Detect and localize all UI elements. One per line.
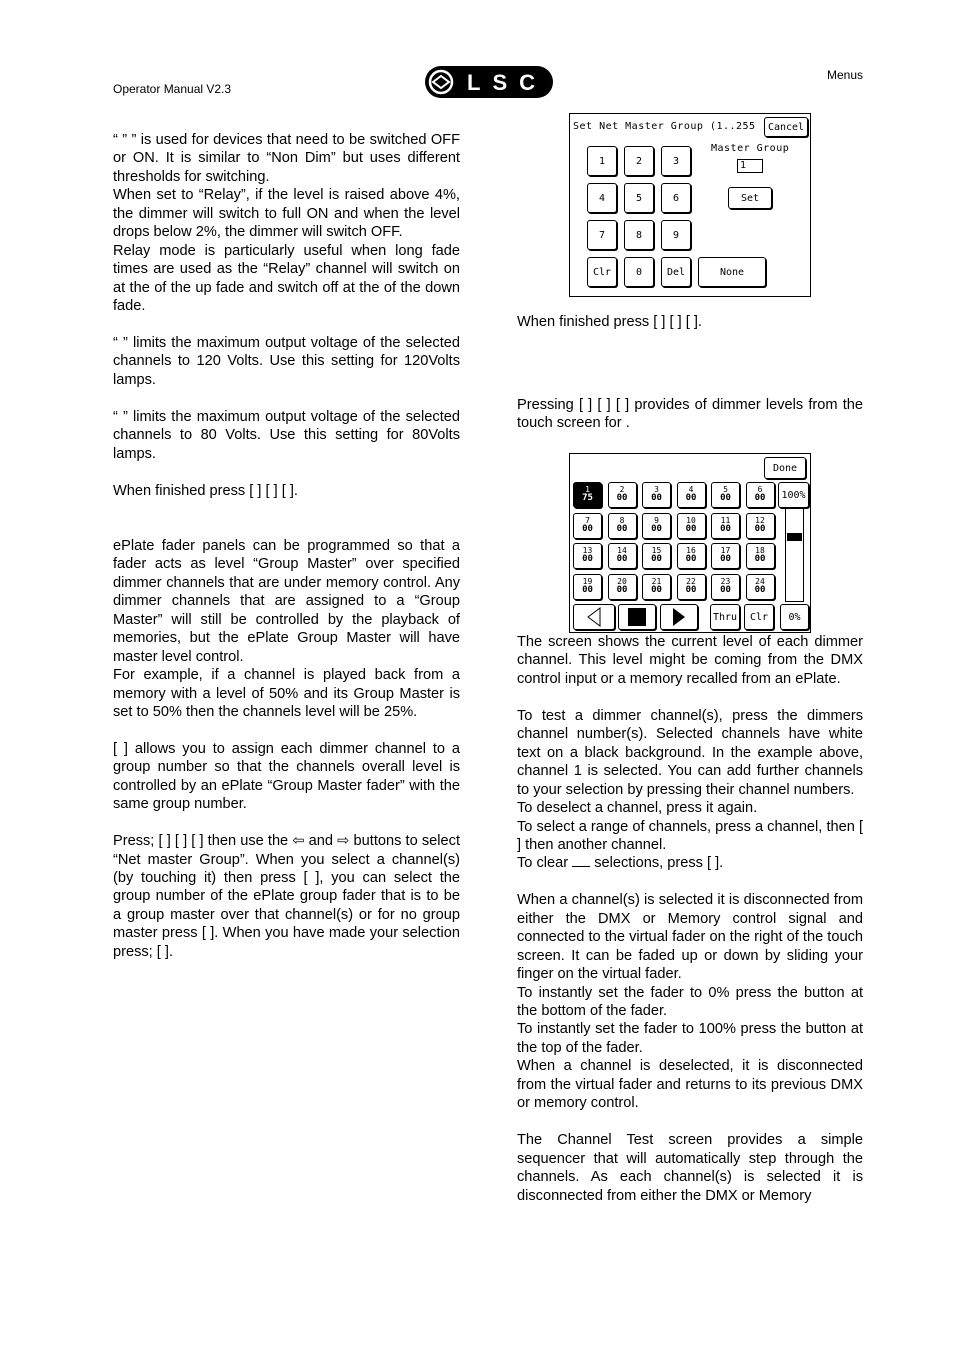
channel-test-intro: Pressing [ ] [ ] [ ] provides of dimmer levels from the touch screen for . bbox=[517, 397, 863, 432]
stop-button[interactable] bbox=[618, 604, 656, 630]
channel-button-7[interactable] bbox=[573, 513, 602, 539]
key-8[interactable]: 8 bbox=[624, 220, 654, 250]
channel-level: 00 bbox=[685, 584, 697, 595]
channel-button-20[interactable] bbox=[608, 574, 637, 600]
group-master-intro: ePlate fader panels can be programmed so that a fader acts as level “Group Master” over specified dimmer channels that are under memory control. Any dimmer channels that are assigned to a “Group Master” will still be controlled by the playback of memories, but the ePlate Group Master will have master level control. bbox=[113, 537, 460, 665]
channel-level: 00 bbox=[720, 493, 731, 503]
fader-zero-button[interactable]: 0% bbox=[780, 604, 809, 630]
channel-level: 00 bbox=[754, 554, 766, 564]
key-2[interactable]: 2 bbox=[624, 146, 654, 176]
virtual-fader-desc: When a channel(s) is selected it is disconnected from either the DMX or Memory control signal and connected to the virtual fader on the right of the touch screen. It can be faded up or down by sliding your finger on the virtual fader. bbox=[517, 892, 863, 983]
channel-button-13[interactable] bbox=[573, 543, 602, 569]
screen-title: Set Net Master Group (1..255 bbox=[573, 121, 756, 132]
delete-key[interactable]: Del bbox=[661, 257, 691, 287]
range-select-desc: To select a range of channels, press a channel, then [ ] then another channel. bbox=[517, 818, 863, 853]
channel-number: 12 bbox=[755, 515, 765, 525]
channel-number: 22 bbox=[686, 576, 696, 586]
channel-number: 4 bbox=[688, 485, 694, 494]
cancel-button[interactable]: Cancel bbox=[764, 117, 808, 137]
left-column bbox=[113, 131, 460, 961]
channel-button-9[interactable] bbox=[642, 513, 671, 539]
underline-blank bbox=[572, 854, 590, 867]
channel-level: 00 bbox=[651, 584, 662, 595]
channel-number: 7 bbox=[585, 515, 590, 525]
channel-number: 20 bbox=[617, 576, 627, 586]
channel-level: 00 bbox=[651, 554, 662, 564]
left-arrow-icon bbox=[585, 607, 603, 627]
channel-test-screen bbox=[569, 453, 811, 633]
120v-setting: “ ” limits the maximum output voltage of the selected channels to 120 Volts. Use this setting for 120Volts lamps. bbox=[113, 334, 460, 388]
clr-button[interactable]: Clr bbox=[744, 604, 774, 630]
channel-level: 00 bbox=[720, 523, 731, 534]
channel-number: 14 bbox=[617, 546, 627, 555]
channel-button-6[interactable] bbox=[746, 482, 775, 508]
key-3[interactable]: 3 bbox=[661, 146, 691, 176]
channel-level: 00 bbox=[616, 523, 628, 534]
channel-number: 10 bbox=[686, 515, 696, 525]
channel-level: 00 bbox=[754, 493, 766, 503]
set-net-master-group-screen bbox=[569, 113, 811, 297]
channel-number: 24 bbox=[755, 576, 765, 586]
relay-usage: Relay mode is particularly useful when long fade times are used as the “Relay” channel will switch on at the of the up fade and switch off at the of the down fade. bbox=[113, 242, 460, 315]
channel-button-22[interactable] bbox=[677, 574, 706, 600]
sequencer-desc: The Channel Test screen provides a simple sequencer that will automatically step through the channels. As each channel(s) is selected it is disconnected from either the DMX or Memory bbox=[517, 1132, 863, 1204]
channel-number: 9 bbox=[654, 515, 659, 525]
channel-level: 00 bbox=[582, 584, 593, 595]
channel-button-10[interactable] bbox=[677, 513, 706, 539]
channel-button-5[interactable] bbox=[711, 482, 740, 508]
deselect-return-desc: When a channel is deselected, it is disconnected from the virtual fader and returns to its previous DMX or memory control. bbox=[517, 1058, 863, 1112]
channel-button-19[interactable] bbox=[573, 574, 602, 600]
channel-number: 2 bbox=[619, 485, 625, 494]
channel-button-18[interactable] bbox=[746, 543, 775, 569]
channel-level: 00 bbox=[616, 493, 628, 503]
channel-number: 5 bbox=[723, 485, 728, 494]
channel-number: 16 bbox=[686, 546, 696, 555]
channel-level: 00 bbox=[616, 554, 628, 564]
channel-level: 00 bbox=[685, 554, 697, 564]
channel-level: 00 bbox=[582, 554, 593, 564]
80v-setting: “ ” limits the maximum output voltage of the selected channels to 80 Volts. Use this setting for 80Volts lamps. bbox=[113, 408, 460, 462]
virtual-fader[interactable] bbox=[785, 508, 804, 602]
channel-button-15[interactable] bbox=[642, 543, 671, 569]
net-master-group-steps: Press; [ ] [ ] [ ] then use the ⇦ and ⇨ buttons to select “Net master Group”. When you select a channel(s) (by touching it) then press [ ], you can select the group number of the ePlate group fader that is to be a group master over that channel(s) or for no group master press [ ]. When you have made your selection press; [ ]. bbox=[113, 833, 460, 960]
key-0[interactable]: 0 bbox=[624, 257, 654, 287]
channel-button-11[interactable] bbox=[711, 513, 740, 539]
channel-level: 00 bbox=[685, 493, 697, 503]
right-finish bbox=[517, 313, 863, 331]
section-name: Menus bbox=[826, 68, 863, 82]
channel-number: 6 bbox=[757, 485, 763, 494]
channel-button-4[interactable] bbox=[677, 482, 706, 508]
key-5[interactable]: 5 bbox=[624, 183, 654, 213]
channel-number: 11 bbox=[720, 515, 731, 525]
channel-level: 00 bbox=[651, 493, 662, 503]
channel-number: 21 bbox=[651, 576, 662, 586]
clear-key[interactable]: Clr bbox=[587, 257, 617, 287]
select-channels-desc: To test a dimmer channel(s), press the dimmers channel number(s). Selected channels have white text on a black background. In the example above, channel 1 is selected. You can add further channels to your selection by pressing their channel numbers. bbox=[517, 707, 863, 798]
done-button[interactable]: Done bbox=[764, 457, 806, 479]
group-master-example: For example, if a channel is played back from a memory with a level of 50% and its Group Master is set to 50% then the channels level will be 25%. bbox=[113, 667, 460, 720]
channel-level: 00 bbox=[616, 584, 628, 595]
channel-button-16[interactable] bbox=[677, 543, 706, 569]
channel-number: 19 bbox=[582, 576, 593, 586]
fader-knob[interactable] bbox=[787, 533, 802, 541]
net-master-group-desc: [ ] allows you to assign each dimmer channel to a group number so that the channels overall level is controlled by an ePlate “Group Master fader” with the same group number. bbox=[113, 740, 460, 813]
svg-text:LSC: LSC bbox=[467, 70, 547, 95]
channel-number: 1 bbox=[585, 485, 590, 494]
right-column-body bbox=[517, 633, 863, 1205]
stop-icon bbox=[627, 607, 647, 627]
channel-number: 17 bbox=[720, 546, 731, 555]
key-9[interactable]: 9 bbox=[661, 220, 691, 250]
channel-number: 13 bbox=[582, 546, 593, 555]
channel-button-17[interactable] bbox=[711, 543, 740, 569]
prev-button[interactable] bbox=[573, 604, 615, 630]
channel-level: 00 bbox=[720, 554, 731, 564]
channel-button-2[interactable] bbox=[608, 482, 637, 508]
channel-number: 23 bbox=[720, 576, 731, 586]
thru-button[interactable]: Thru bbox=[710, 604, 740, 630]
channel-button-23[interactable] bbox=[711, 574, 740, 600]
channel-level: 00 bbox=[720, 584, 731, 595]
channel-button-24[interactable] bbox=[746, 574, 775, 600]
channel-button-21[interactable] bbox=[642, 574, 671, 600]
channel-number: 15 bbox=[651, 546, 662, 555]
key-1[interactable]: 1 bbox=[587, 146, 617, 176]
channel-button-1[interactable] bbox=[573, 482, 602, 508]
key-6[interactable]: 6 bbox=[661, 183, 691, 213]
master-group-label: Master Group bbox=[711, 143, 790, 154]
channel-button-14[interactable] bbox=[608, 543, 637, 569]
key-4[interactable]: 4 bbox=[587, 183, 617, 213]
relay-intro: “ ” ” is used for devices that need to be switched OFF or ON. It is similar to “Non Dim” but uses different thresholds for switching. bbox=[113, 132, 460, 185]
channel-level: 00 bbox=[651, 523, 662, 534]
channel-number: 18 bbox=[755, 546, 765, 555]
right-channel-test-intro bbox=[517, 396, 863, 433]
channel-button-12[interactable] bbox=[746, 513, 775, 539]
lsc-logo bbox=[425, 66, 553, 98]
deselect-desc: To deselect a channel, press it again. bbox=[517, 800, 758, 817]
fader-full-button[interactable]: 100% bbox=[778, 482, 809, 508]
screen-levels-desc: The screen shows the current level of each dimmer channel. This level might be coming from the DMX control input or a memory recalled from an ePlate. bbox=[517, 634, 863, 687]
finish-instruction: When finished press [ ] [ ] [ ]. bbox=[113, 482, 298, 499]
channel-level: 00 bbox=[582, 523, 593, 534]
channel-level: 00 bbox=[754, 584, 766, 595]
fader-zero-desc: To instantly set the fader to 0% press the button at the bottom of the fader. bbox=[517, 984, 863, 1020]
none-button[interactable]: None bbox=[698, 257, 766, 287]
channel-level: 75 bbox=[582, 493, 593, 503]
master-group-field[interactable]: 1 bbox=[737, 159, 763, 173]
manual-title: Operator Manual V2.3 bbox=[113, 82, 232, 96]
channel-number: 8 bbox=[619, 515, 625, 525]
channel-level: 00 bbox=[754, 523, 766, 534]
right-arrow-icon bbox=[671, 607, 687, 627]
channel-level: 00 bbox=[685, 523, 697, 534]
clear-desc: To clear selections, press [ ]. bbox=[517, 855, 724, 872]
channel-button-8[interactable] bbox=[608, 513, 637, 539]
relay-thresholds: When set to “Relay”, if the level is raised above 4%, the dimmer will switch to full ON and when the level drops below 2%, the dimmer will switch OFF. bbox=[113, 187, 460, 241]
channel-number: 3 bbox=[654, 485, 659, 494]
channel-button-3[interactable] bbox=[642, 482, 671, 508]
set-button[interactable]: Set bbox=[728, 187, 772, 209]
key-7[interactable]: 7 bbox=[587, 220, 617, 250]
finish-instruction-2: When finished press [ ] [ ] [ ]. bbox=[517, 314, 702, 330]
fader-full-desc: To instantly set the fader to 100% press the button at the top of the fader. bbox=[517, 1021, 863, 1056]
next-button[interactable] bbox=[660, 604, 698, 630]
